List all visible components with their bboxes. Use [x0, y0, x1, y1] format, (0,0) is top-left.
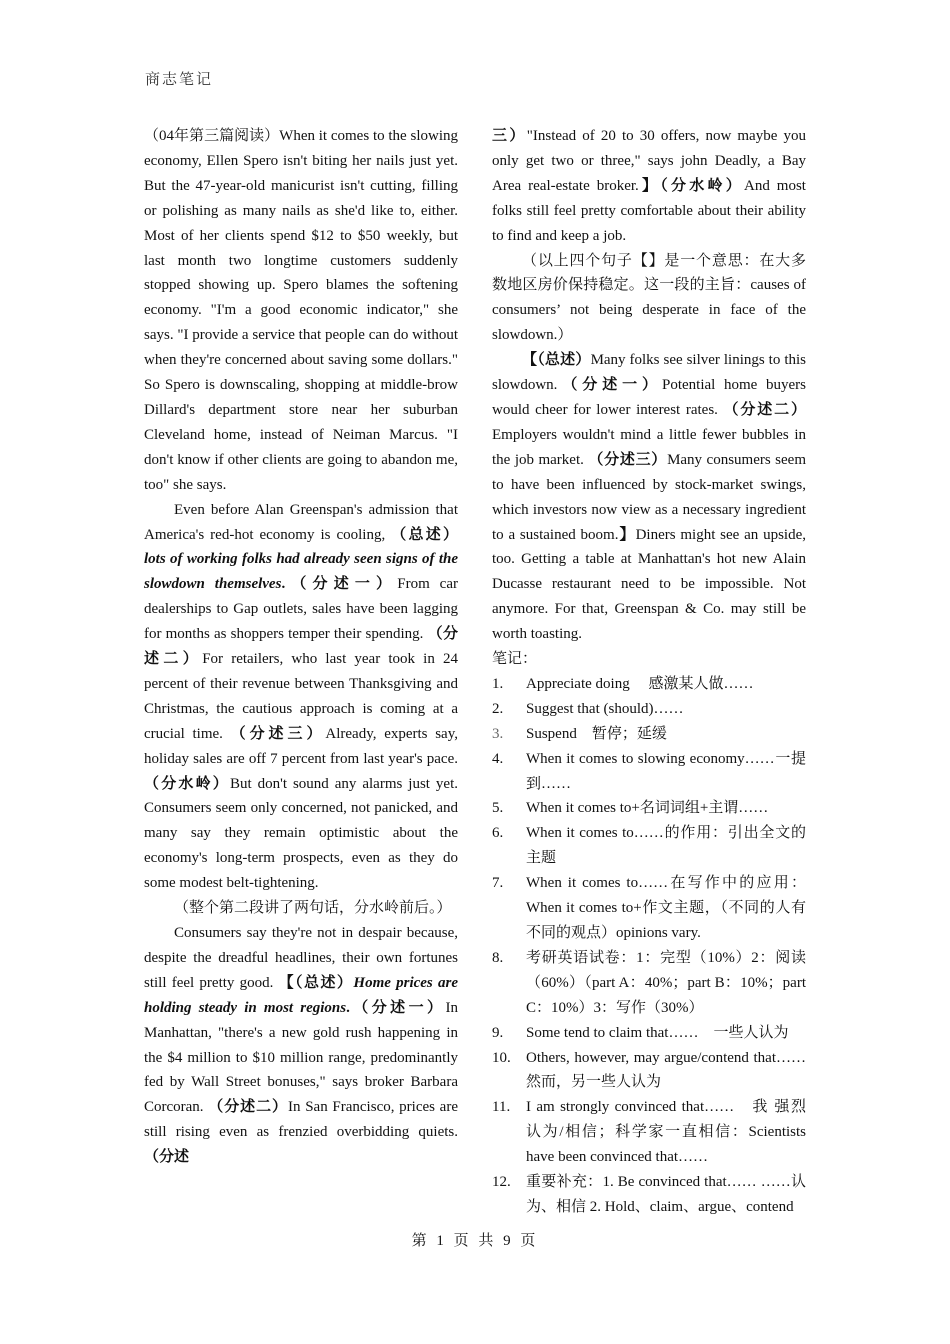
list-item: [492, 1046, 822, 1096]
list-item: [492, 747, 806, 797]
text: Even before Alan Greenspan's admission that America's red-hot economy is cooling,: [144, 501, 458, 543]
bracket: 】: [638, 177, 661, 194]
right-column: [492, 124, 822, 1220]
annotation-point-1: （分述一）: [285, 576, 398, 593]
list-item: [492, 871, 806, 946]
annotation-watershed: （分水岭）: [144, 775, 231, 792]
text: Many consumers seem to have been influenced by stock-market swings, which investors now view as a necessary ingredient to a sustained boom.: [492, 451, 807, 543]
item-text: Some tend to claim that…… 一些人认为: [526, 1024, 789, 1041]
topic-sentence: lots of working folks had already seen signs of the slowdown themselves: [144, 551, 458, 593]
text: In San Francisco, prices are still rising even as frenzied overbidding quiets.: [144, 1099, 458, 1141]
annotation-point-3: 三）: [492, 128, 527, 144]
text: Many folks see silver linings to this slowdown.: [492, 352, 806, 394]
annotation-point-2: （分述二）: [144, 626, 458, 668]
text: Diners might see an upside, too. Getting a table at Manhattan's hot new Alain Ducasse restaurant need to be impossible. Not anymore. For that, Greenspan & Co. may still be worth toasting.: [492, 526, 806, 643]
annotation-point-3: （分述三）: [588, 451, 668, 468]
list-item: [492, 1021, 806, 1046]
annotation-summary: 【（总述）: [522, 352, 591, 369]
text: From car dealerships to Gap outlets, sales have been lagging for months as shoppers temper their spending.: [144, 576, 458, 643]
annotation-point-1: （分述一）: [557, 377, 662, 394]
annotation-point-3: （分述: [144, 1149, 190, 1166]
item-text: Appreciate doing 感激某人做……: [526, 675, 754, 692]
item-text: Suspend 暂停；延缓: [526, 725, 667, 742]
left-column: [144, 124, 458, 1170]
annotation-watershed: （分水岭）: [660, 177, 744, 194]
notes-list: [492, 672, 822, 1220]
text: "Instead of 20 to 30 offers, now maybe you only get two or three," says john Deadly, a Bay Area real-estate broker.: [492, 128, 806, 194]
text: Employers wouldn't mind a little fewer bubbles in the job market.: [492, 426, 806, 468]
notes-title: 笔记：: [492, 651, 538, 668]
paragraph-4: [492, 348, 806, 647]
item-number: 4.: [492, 750, 504, 767]
annotation-point-3: （分述三）: [230, 725, 326, 742]
item-text: 重要补充：1. Be convinced that…… ……认为、相信 2. Hold、claim、argue、contend: [526, 1174, 806, 1215]
item-number: 10.: [492, 1049, 511, 1066]
item-number: 11.: [492, 1099, 511, 1116]
paragraph-2: [144, 498, 458, 897]
item-text: 考研英语试卷：1：完型（10%）2：阅读（60%）（part A：40%；part B：10%；part C：10%）3：写作（30%）: [526, 949, 806, 1016]
item-number: 6.: [492, 825, 504, 842]
item-text: Suggest that (should)……: [526, 700, 684, 717]
text: And most folks still feel pretty comfortable about their ability to find and keep a job.: [492, 177, 806, 244]
item-number: 8.: [492, 949, 504, 966]
item-text: When it comes to……的作用：引出全文的主题: [526, 825, 806, 867]
page-header: 商志笔记: [145, 72, 214, 88]
paragraph-note: （整个第二段讲了两句话，分水岭前后。）: [174, 900, 452, 917]
text: Already, experts say, holiday sales are off 7 percent from last year's pace.: [144, 725, 458, 767]
list-item: [492, 821, 806, 871]
paragraph-3-cont: [492, 124, 806, 249]
annotation-point-2: （分述二）: [723, 401, 806, 418]
annotation-point-2: （分述二）: [208, 1099, 289, 1116]
list-item: [492, 1170, 806, 1220]
item-text: When it comes to+名词词组+主谓……: [526, 800, 769, 817]
item-text: When it comes to……在写作中的应用：When it comes to+作文主题，（不同的人有不同的观点）opinions vary.: [526, 875, 806, 941]
item-text: Others, however, may argue/contend that…… 然而，另一些人认为: [526, 1049, 822, 1091]
list-item: [492, 1095, 806, 1170]
item-number: 2.: [492, 700, 504, 717]
item-text: I am strongly convinced that…… 我 强烈认为/相信；科学家一直相信：Scientists have been convinced that……: [526, 1099, 806, 1166]
item-number: 9.: [492, 1024, 504, 1041]
page-footer: 第 1 页 共 9 页: [411, 1233, 539, 1249]
paragraph-note-2: （以上四个句子【】是一个意思：在大多数地区房价保持稳定。这一段的主旨：causes of consumers’ not being desperate in face of the slowdown.）: [492, 252, 806, 344]
list-item: [492, 796, 806, 821]
list-item: [492, 946, 806, 1021]
topic-sentence: Home prices are holding steady in most regions: [144, 974, 458, 1016]
list-item: [492, 722, 806, 747]
bracket: 】: [618, 526, 636, 543]
text: .: [281, 576, 286, 593]
list-item: [492, 672, 806, 697]
annotation-summary: 【（总述）: [278, 974, 354, 991]
item-text: When it comes to slowing economy……一提到……: [526, 750, 806, 792]
item-number: 12.: [492, 1174, 511, 1191]
text: In Manhattan, "there's a new gold rush happening in the $4 million to $10 million range, predominantly fed by Wall Street bonuses," says broker Barbara Corcoran.: [144, 999, 458, 1116]
text: Consumers say they're not in despair because, despite the dreadful headlines, their own fortunes still feel pretty good.: [144, 925, 458, 991]
item-number: 5.: [492, 800, 504, 817]
text: For retailers, who last year took in 24 percent of their revenue between Thanksgiving and Christmas, the cautious approach is coming at a crucial time.: [144, 651, 458, 742]
text: .: [346, 999, 350, 1016]
text: But don't sound any alarms just yet. Consumers seem only concerned, not panicked, and many say they remain optimistic about the economy's long-term prospects, even as they do some modest belt-tightening.: [144, 775, 458, 892]
item-number: 1.: [492, 675, 504, 692]
paragraph-3: [144, 921, 458, 1170]
item-number: 3.: [492, 725, 504, 742]
list-item: [492, 697, 806, 722]
annotation-summary: （总述）: [391, 526, 458, 543]
annotation-point-1: （分述一）: [349, 999, 446, 1016]
paragraph-1: （04年第三篇阅读）When it comes to the slowing economy, Ellen Spero isn't biting her nails just yet. But the 47-year-old manicurist isn't cutting, filling or polishing as many nails as she'd like to, either. Most of her clients spend $12 to $50 weekly, but last month two longtime customers suddenly stopped showing up. Spero blames the softening economy. "I'm a good economic indicator," she says. "I provide a service that people can do without when they're concerned about saving some dollars." So Spero is downscaling, shopping at middle-brow Dillard's department store near her suburban Cleveland home, instead of Neiman Marcus. "I don't know if other clients are going to abandon me, too" she says.: [144, 128, 458, 493]
text: Potential home buyers would cheer for lower interest rates.: [492, 377, 806, 418]
item-number: 7.: [492, 875, 504, 892]
